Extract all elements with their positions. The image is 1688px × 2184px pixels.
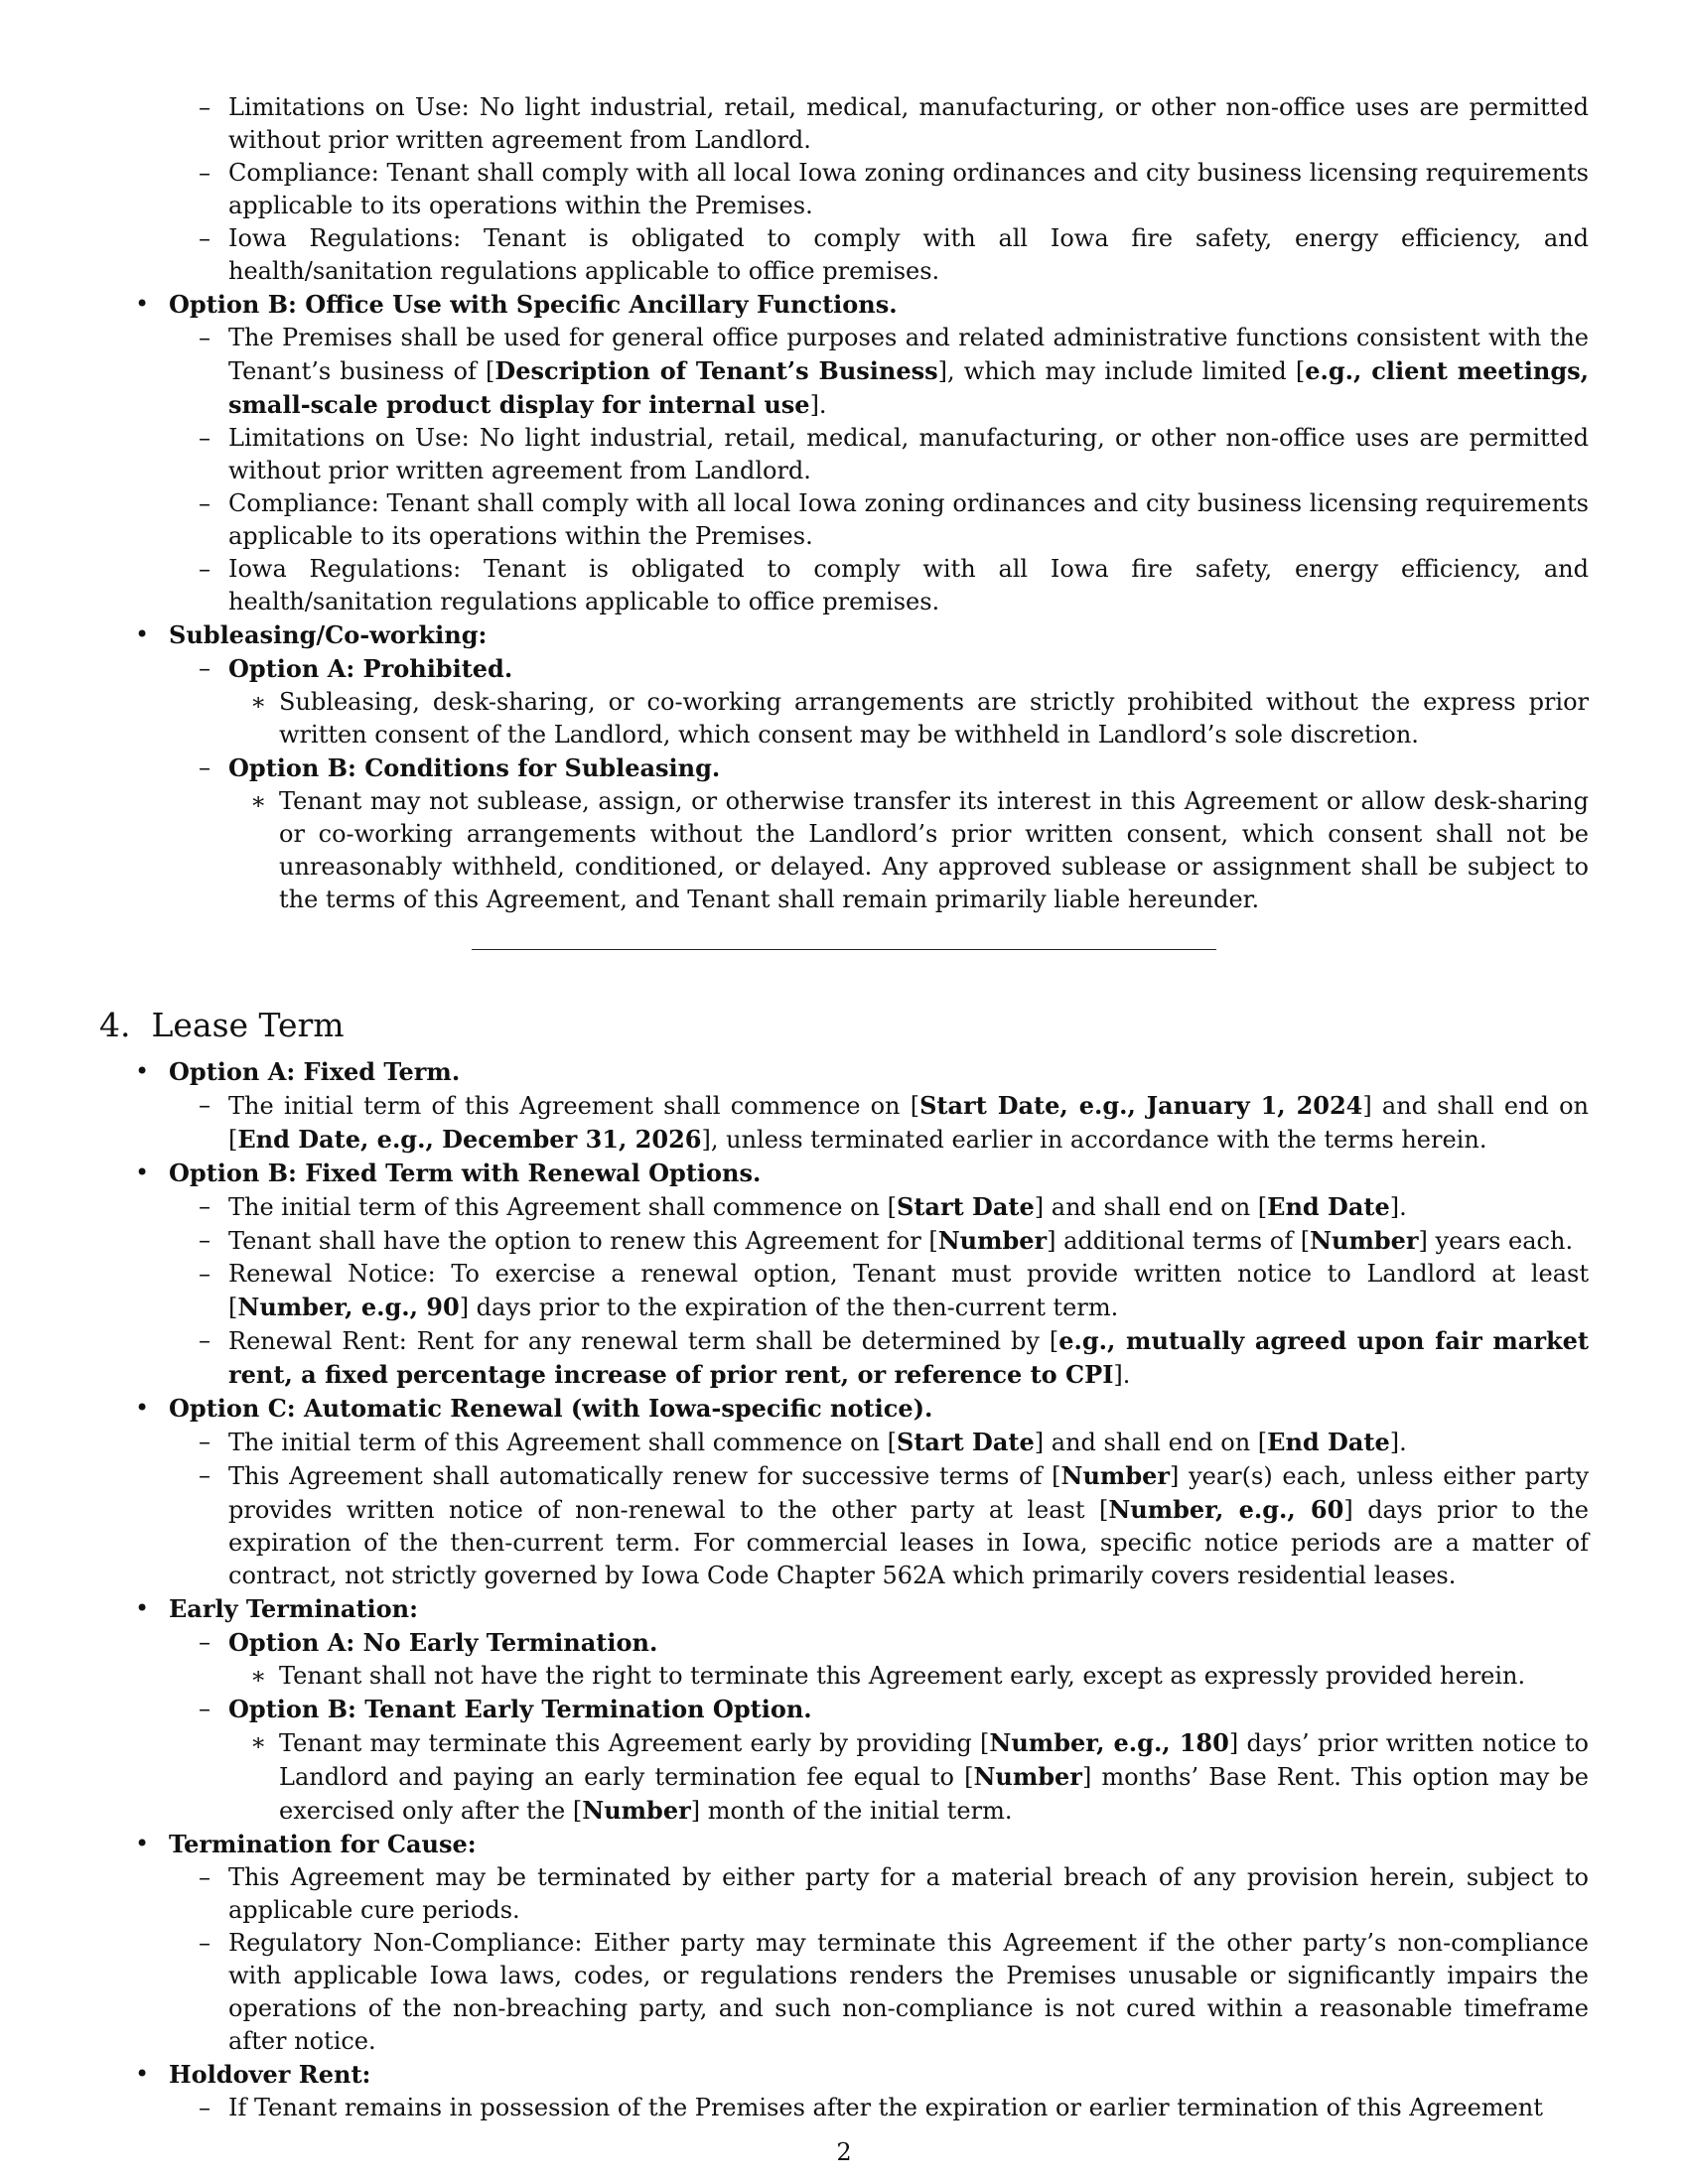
list-item: – This Agreement may be terminated by either party for a material breach of any provision herein, subject to applicable cure periods. [99,1861,1589,1927]
early-option-a-heading: – Option A: No Early Termination. [99,1626,1589,1660]
early-termination-heading: • Early Termination: [99,1592,1589,1626]
term-option-b-heading: • Option B: Fixed Term with Renewal Options. [99,1157,1589,1190]
list-item: – If Tenant remains in possession of the Premises after the expiration or earlier termination of this Agreement [99,2092,1589,2124]
subleasing-heading: • Subleasing/Co-working: [99,618,1589,652]
holdover-rent-heading: • Holdover Rent: [99,2058,1589,2092]
termination-for-cause-heading: • Termination for Cause: [99,1828,1589,1861]
subleasing-option-a-heading: – Option A: Prohibited. [99,652,1589,686]
list-item: – The Premises shall be used for general office purposes and related administrative functions consistent with the Tenant’s business of [Description of Tenant’s Business], which may include limited [e.g., client meetings, small-scale product display for internal use]. [99,322,1589,422]
term-option-c-heading: • Option C: Automatic Renewal (with Iowa-specific notice). [99,1392,1589,1426]
list-item: ∗ Tenant shall not have the right to terminate this Agreement early, except as expressly provided herein. [99,1660,1589,1693]
list-item: – The initial term of this Agreement shall commence on [Start Date, e.g., January 1, 2024] and shall end on [End Date, e.g., December 31, 2026], unless terminated earlier in accordance with the terms herein. [99,1089,1589,1157]
page-number: 2 [836,2138,852,2166]
document-page [99,91,1589,2124]
section-divider [472,949,1216,950]
list-item: ∗ Subleasing, desk-sharing, or co-working arrangements are strictly prohibited without the express prior written consent of the Landlord, which consent may be withheld in Landlord’s sole discretion. [99,686,1589,751]
list-item: – Iowa Regulations: Tenant is obligated to comply with all Iowa fire safety, energy efficiency, and health/sanitation regulations applicable to office premises. [99,553,1589,618]
list-item: ∗ Tenant may not sublease, assign, or otherwise transfer its interest in this Agreement or allow desk-sharing or co-working arrangements without the Landlord’s prior written consent, which consent shall not be unreasonably withheld, conditioned, or delayed. Any approved sublease or assignment shall be subject to the terms of this Agreement, and Tenant shall remain primarily liable hereunder. [99,785,1589,916]
section-title: 4. Lease Term [99,1006,345,1044]
list-item: – Regulatory Non-Compliance: Either party may terminate this Agreement if the other party’s non-compliance with applicable Iowa laws, codes, or regulations renders the Premises unusable or significantly impairs the operations of the non-breaching party, and such non-compliance is not cured within a reasonable timeframe after notice. [99,1927,1589,2058]
term-option-a-heading: • Option A: Fixed Term. [99,1055,1589,1089]
list-item: – The initial term of this Agreement shall commence on [Start Date] and shall end on [End Date]. [99,1190,1589,1224]
list-item: – Compliance: Tenant shall comply with all local Iowa zoning ordinances and city business licensing requirements applicable to its operations within the Premises. [99,487,1589,553]
list-item: – The initial term of this Agreement shall commence on [Start Date] and shall end on [End Date]. [99,1426,1589,1459]
list-item: – Tenant shall have the option to renew this Agreement for [Number] additional terms of [Number] years each. [99,1224,1589,1258]
list-item: – Renewal Rent: Rent for any renewal term shall be determined by [e.g., mutually agreed upon fair market rent, a fixed percentage increase of prior rent, or reference to CPI]. [99,1324,1589,1392]
list-item: – Compliance: Tenant shall comply with all local Iowa zoning ordinances and city business licensing requirements applicable to its operations within the Premises. [99,157,1589,222]
list-item: – Limitations on Use: No light industrial, retail, medical, manufacturing, or other non-office uses are permitted without prior written agreement from Landlord. [99,422,1589,487]
list-item: ∗ Tenant may terminate this Agreement early by providing [Number, e.g., 180] days’ prior written notice to Landlord and paying an early termination fee equal to [Number] months’ Base Rent. This option may be exercised only after the [Number] month of the initial term. [99,1726,1589,1828]
subleasing-option-b-heading: – Option B: Conditions for Subleasing. [99,751,1589,785]
option-b-use-heading: • Option B: Office Use with Specific Ancillary Functions. [99,288,1589,322]
list-item: – Renewal Notice: To exercise a renewal option, Tenant must provide written notice to Landlord at least [Number, e.g., 90] days prior to the expiration of the then-current term. [99,1258,1589,1324]
list-item: – Limitations on Use: No light industrial, retail, medical, manufacturing, or other non-office uses are permitted without prior written agreement from Landlord. [99,91,1589,157]
early-option-b-heading: – Option B: Tenant Early Termination Option. [99,1693,1589,1726]
list-item: – Iowa Regulations: Tenant is obligated to comply with all Iowa fire safety, energy efficiency, and health/sanitation regulations applicable to office premises. [99,222,1589,288]
list-item: – This Agreement shall automatically renew for successive terms of [Number] year(s) each, unless either party provides written notice of non-renewal to the other party at least [Number, e.g., 60] days prior to the expiration of the then-current term. For commercial leases in Iowa, specific notice periods are a matter of contract, not strictly governed by Iowa Code Chapter 562A which primarily covers residential leases. [99,1459,1589,1592]
